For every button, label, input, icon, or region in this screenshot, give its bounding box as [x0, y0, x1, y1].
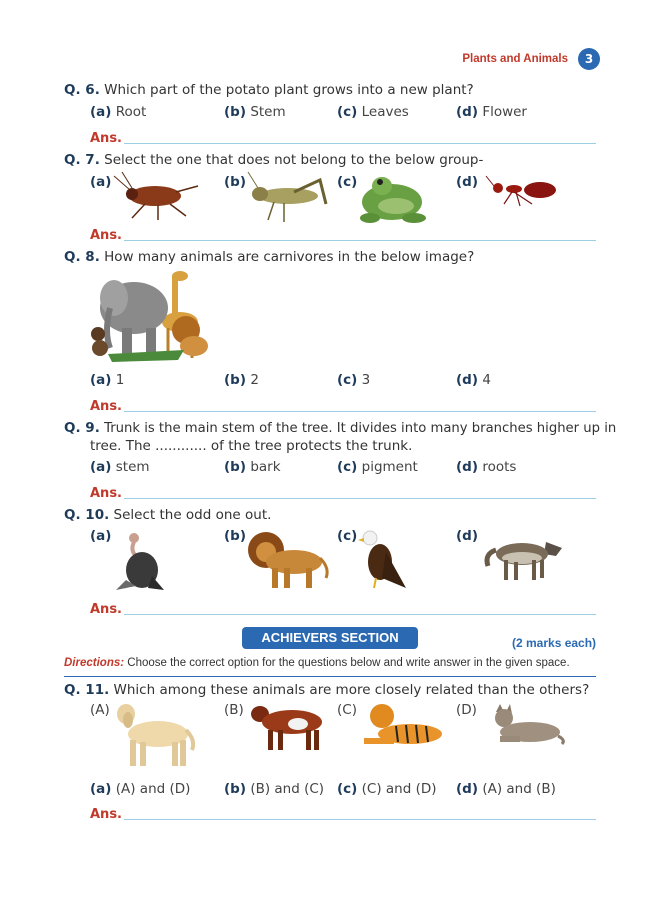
option-b[interactable] — [224, 459, 281, 475]
option-letter: (d) — [456, 781, 479, 797]
chapter-title: Plants and Animals — [462, 53, 568, 65]
option-d[interactable] — [456, 459, 516, 475]
option-a[interactable] — [90, 781, 190, 797]
answer-label: Ans. — [90, 131, 122, 146]
picture-b-label: (B) — [224, 702, 244, 718]
answer-label: Ans. — [90, 807, 122, 822]
option-text: Stem — [250, 104, 286, 120]
option-text: (C) and (D) — [361, 781, 437, 797]
vulture-icon — [112, 530, 168, 592]
option-a-letter[interactable]: (a) — [90, 528, 112, 544]
option-text: (A) and (B) — [482, 781, 556, 797]
option-c[interactable] — [337, 104, 409, 120]
question-8 — [64, 249, 474, 265]
option-letter: (d) — [456, 104, 479, 120]
option-text: 2 — [250, 372, 259, 388]
option-letter: (b) — [224, 781, 247, 797]
option-d[interactable] — [456, 104, 527, 120]
question-10 — [64, 507, 271, 523]
option-letter: (b) — [224, 459, 247, 475]
grasshopper-icon — [244, 170, 330, 224]
option-text: stem — [115, 459, 150, 475]
cow-icon — [248, 700, 330, 752]
option-text: 4 — [482, 372, 491, 388]
option-text: Flower — [482, 104, 527, 120]
section-banner: ACHIEVERS SECTION — [242, 627, 418, 649]
option-letter: (b) — [224, 372, 247, 388]
option-letter: (a) — [90, 781, 112, 797]
option-letter: (a) — [90, 459, 112, 475]
option-d-letter[interactable]: (d) — [456, 528, 479, 544]
question-number: Q. 10. — [64, 507, 110, 523]
option-d[interactable] — [456, 372, 491, 388]
question-text: Select the one that does not belong to the below group- — [104, 152, 484, 168]
directions — [64, 657, 570, 669]
tiger-icon — [356, 700, 444, 748]
option-b[interactable] — [224, 372, 259, 388]
answer-line[interactable] — [124, 411, 596, 412]
wolf-icon — [482, 528, 566, 584]
option-text: roots — [482, 459, 517, 475]
option-letter: (c) — [337, 372, 358, 388]
dog-icon — [114, 700, 196, 770]
question-number: Q. 8. — [64, 249, 100, 265]
question-text: Which among these animals are more closely related than the others? — [113, 682, 590, 698]
option-a[interactable] — [90, 104, 146, 120]
option-d-letter[interactable]: (d) — [456, 174, 479, 190]
option-b-letter[interactable]: (b) — [224, 528, 247, 544]
section-marks: (2 marks each) — [512, 636, 597, 650]
answer-line[interactable] — [124, 143, 596, 144]
directions-label: Directions: — [64, 657, 125, 669]
directions-divider — [64, 676, 596, 677]
option-text: pigment — [361, 459, 418, 475]
option-text: (B) and (C) — [250, 781, 325, 797]
answer-label: Ans. — [90, 486, 122, 501]
option-c-letter[interactable]: (c) — [337, 528, 358, 544]
lion-icon — [244, 528, 332, 590]
picture-a-label: (A) — [90, 702, 110, 718]
option-letter: (c) — [337, 459, 358, 475]
answer-label: Ans. — [90, 399, 122, 414]
directions-text: Choose the correct option for the questions below and write answer in the given space. — [127, 657, 570, 669]
option-c[interactable] — [337, 781, 437, 797]
eagle-icon — [356, 528, 408, 592]
page-number-badge: 3 — [578, 48, 600, 70]
option-b-letter[interactable]: (b) — [224, 174, 247, 190]
option-d[interactable] — [456, 781, 556, 797]
option-c[interactable] — [337, 372, 370, 388]
option-text: Root — [115, 104, 147, 120]
answer-line[interactable] — [124, 498, 596, 499]
option-letter: (a) — [90, 104, 112, 120]
question-text: Which part of the potato plant grows into a new plant? — [104, 82, 474, 98]
option-text: 1 — [115, 372, 125, 388]
option-letter: (d) — [456, 459, 479, 475]
picture-d-label: (D) — [456, 702, 477, 718]
option-text: bark — [250, 459, 281, 475]
option-a[interactable] — [90, 372, 124, 388]
question-text: How many animals are carnivores in the below image? — [104, 249, 475, 265]
ant-icon — [484, 172, 564, 208]
question-text: Select the odd one out. — [113, 507, 272, 523]
picture-c-label: (C) — [337, 702, 357, 718]
option-a[interactable] — [90, 459, 150, 475]
frog-icon — [356, 170, 428, 226]
option-text: Leaves — [361, 104, 409, 120]
cat-icon — [482, 702, 566, 746]
answer-line[interactable] — [124, 819, 596, 820]
question-11 — [64, 682, 589, 698]
answer-label: Ans. — [90, 228, 122, 243]
question-number: Q. 7. — [64, 152, 100, 168]
option-letter: (d) — [456, 372, 479, 388]
question-number: Q. 9. — [64, 420, 100, 436]
question-9 — [64, 420, 617, 436]
option-letter: (c) — [337, 781, 358, 797]
option-a-letter[interactable]: (a) — [90, 174, 112, 190]
question-number: Q. 11. — [64, 682, 110, 698]
option-b[interactable] — [224, 781, 324, 797]
answer-line[interactable] — [124, 240, 596, 241]
option-c-letter[interactable]: (c) — [337, 174, 358, 190]
option-b[interactable] — [224, 104, 286, 120]
answer-label: Ans. — [90, 602, 122, 617]
option-c[interactable] — [337, 459, 418, 475]
option-text: (A) and (D) — [115, 781, 191, 797]
option-letter: (a) — [90, 372, 112, 388]
option-letter: (b) — [224, 104, 247, 120]
question-7 — [64, 152, 483, 168]
option-letter: (c) — [337, 104, 358, 120]
option-text: 3 — [361, 372, 371, 388]
animal-group-icon — [88, 268, 212, 364]
answer-line[interactable] — [124, 614, 596, 615]
question-text-line2: tree. The ............ of the tree protects the trunk. — [90, 438, 413, 454]
cockroach-icon — [110, 170, 200, 222]
question-6 — [64, 82, 474, 98]
question-text-line1: Trunk is the main stem of the tree. It divides into many branches higher up in — [104, 421, 617, 436]
question-number: Q. 6. — [64, 82, 100, 98]
